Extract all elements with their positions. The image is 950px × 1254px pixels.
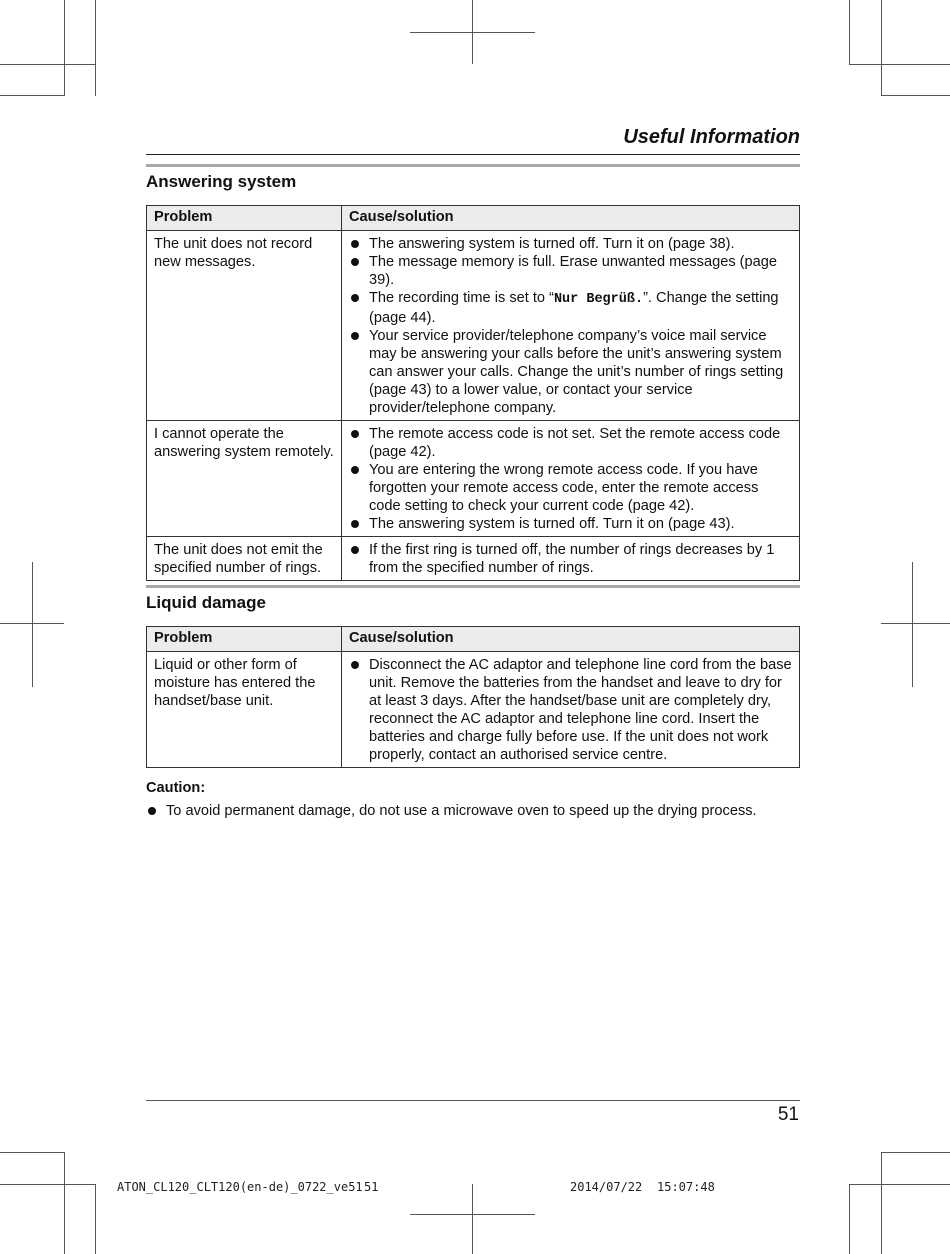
solution-list <box>349 425 792 533</box>
list-item: The remote access code is not set. Set the remote access code (page 42). <box>349 425 792 461</box>
list-item: You are entering the wrong remote access code. If you have forgotten your remote access code, enter the remote access code setting to check your current code (page 42). <box>349 461 792 515</box>
caution-list <box>146 802 806 820</box>
page-number: 51 <box>777 1104 799 1125</box>
answering-system-table <box>146 205 800 581</box>
recording-text-suffix: ”. Change the setting (page 44). <box>369 290 779 326</box>
list-item: To avoid permanent damage, do not use a microwave oven to speed up the drying process. <box>146 802 806 820</box>
section-title-liquid-damage: Liquid damage <box>146 593 266 612</box>
table-row <box>147 231 800 421</box>
recording-setting-value: Nur Begrüß. <box>553 292 644 307</box>
table-row <box>147 652 800 768</box>
imprint-page: 51 <box>364 1180 379 1194</box>
liquid-damage-table <box>146 626 800 768</box>
solution-cell <box>342 231 800 421</box>
imprint-filename: ATON_CL120_CLT120(en-de)_0722_ve51 <box>117 1180 363 1194</box>
problem-cell: The unit does not record new messages. <box>147 231 342 421</box>
column-header-problem: Problem <box>147 627 342 652</box>
list-item: The answering system is turned off. Turn it on (page 43). <box>349 515 792 533</box>
solution-cell <box>342 421 800 537</box>
column-header-cause: Cause/solution <box>342 206 800 231</box>
chapter-title: Useful Information <box>623 126 800 148</box>
list-item: The answering system is turned off. Turn it on (page 38). <box>349 235 792 253</box>
solution-list <box>349 656 792 764</box>
section-divider <box>146 585 800 588</box>
table-row <box>147 421 800 537</box>
section-title-answering-system: Answering system <box>146 172 297 191</box>
column-header-problem: Problem <box>147 206 342 231</box>
list-item: Your service provider/telephone company’s voice mail service may be answering your calls before the unit’s answering system can answer your calls. Change the unit’s number of rings setting (page 43) to a lower value, or contact your service provider/telephone company. <box>349 327 792 417</box>
imprint-time: 15:07:48 <box>657 1180 715 1194</box>
footer-rule <box>146 1100 800 1101</box>
problem-cell: Liquid or other form of moisture has entered the handset/base unit. <box>147 652 342 768</box>
problem-cell: The unit does not emit the specified number of rings. <box>147 537 342 581</box>
section-divider <box>146 164 800 167</box>
solution-list <box>349 235 792 417</box>
chapter-rule <box>146 154 800 155</box>
table-header-row <box>147 627 800 652</box>
table-row <box>147 537 800 581</box>
column-header-cause: Cause/solution <box>342 627 800 652</box>
imprint-date: 2014/07/22 <box>570 1180 643 1194</box>
list-item: The message memory is full. Erase unwanted messages (page 39). <box>349 253 792 289</box>
list-item: Disconnect the AC adaptor and telephone line cord from the base unit. Remove the batteries from the handset and leave to dry for at least 3 days. After the handset/base unit are completely dry, reconnect the AC adaptor and telephone line cord. Insert the batteries and charge fully before use. If the unit does not work properly, contact an authorised service centre. <box>349 656 792 764</box>
recording-text-prefix: The recording time is set to “ <box>369 290 554 306</box>
problem-cell: I cannot operate the answering system remotely. <box>147 421 342 537</box>
list-item: If the first ring is turned off, the number of rings decreases by 1 from the specified number of rings. <box>349 541 792 577</box>
table-header-row <box>147 206 800 231</box>
solution-list <box>349 541 792 577</box>
list-item <box>349 289 792 327</box>
solution-cell <box>342 537 800 581</box>
caution-title: Caution: <box>146 780 206 796</box>
solution-cell <box>342 652 800 768</box>
